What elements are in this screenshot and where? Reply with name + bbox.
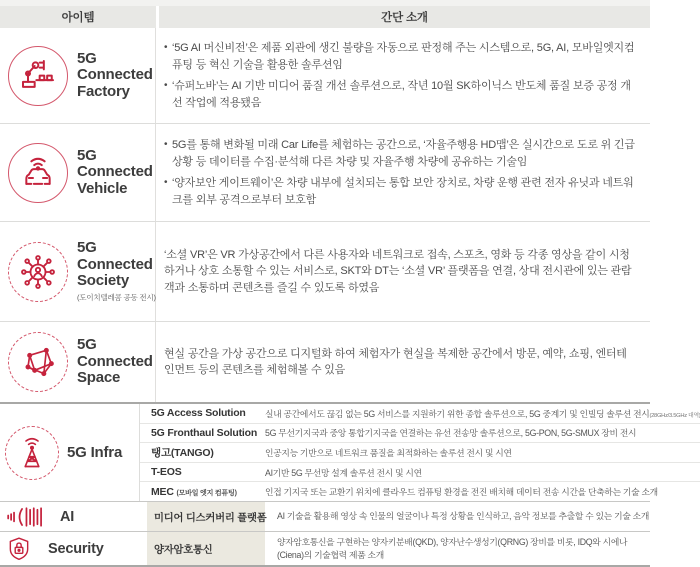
infra-sub-table — [140, 404, 700, 501]
bullet-text: 5G를 통해 변화될 미래 Car Life를 체험하는 공간으로, ‘자율주행용 HD맵’은 실시간으로 도로 위 긴급 상황 등 데이터를 수집·분석해 다른 차량 및 자율주행 차량에 공유하는 기술임 — [172, 139, 635, 168]
row-title: 5G Connected Vehicle — [77, 146, 153, 197]
sub-item-label: 5G Access Solution — [151, 407, 246, 420]
table-row-space — [0, 322, 650, 402]
description-cell — [156, 322, 650, 402]
shield-lock-icon — [6, 536, 32, 562]
wireframe-cube-icon — [8, 332, 68, 392]
table-section-ai — [0, 502, 650, 531]
bullet-item — [164, 137, 636, 170]
description-cell — [265, 502, 659, 531]
description-text: ‘소셜 VR’은 VR 가상공간에서 다른 사용자와 네트워크로 접속, 스포츠, 영화 등 각종 영상을 같이 시청하거나 상호 소통할 수 있는 서비스로, SKT와 DT는 ‘소셜 VR’ 플랫폼을 연결, 상대 전시관에 있는 관람객과 소통하며 콘텐츠를 즐길 수 있도록 하였음 — [164, 248, 632, 294]
table-row-factory — [0, 28, 650, 123]
item-cell — [0, 124, 156, 221]
connected-car-icon — [8, 143, 68, 203]
description-cell — [265, 532, 650, 565]
sub-item-description: 5G 무선기지국과 중앙 통합기지국을 연결하는 유선 전송망 솔루션으로, 5G-PON, 5G-SMUX 장비 전시 — [265, 428, 637, 439]
table-header — [0, 6, 650, 28]
item-cell — [0, 532, 147, 565]
infra-row-fronthaul — [140, 424, 700, 444]
bullet-glyph: • — [164, 177, 168, 188]
table-row-vehicle — [0, 124, 650, 221]
bullet-text: ‘양자보안 게이트웨이’은 차량 내부에 설치되는 통합 보안 장치로, 차량 운행 관련 전자 유닛과 네트워크를 외부 공격으로부터 보호함 — [172, 177, 634, 206]
bullet-text: ‘5G AI 머신비전’은 제품 외관에 생긴 불량을 자동으로 판정해 주는 시스템으로, 5G, AI, 모바일엣지컴퓨팅 등 혁신 기술을 활용한 솔루션임 — [172, 42, 635, 71]
sub-item-description: AI기반 5G 무선망 설계 솔루션 전시 및 시연 — [265, 467, 422, 478]
item-cell — [0, 28, 156, 123]
infra-row-access — [140, 404, 700, 424]
item-cell — [0, 322, 156, 402]
bullet-item — [164, 40, 636, 73]
sub-item-label: 탱고(TANGO) — [151, 446, 214, 459]
sub-item-description — [255, 407, 700, 420]
infra-row-mec — [140, 482, 700, 501]
people-network-icon — [8, 242, 68, 302]
sub-item-label: 미디어 디스커버리 플랫폼 — [147, 502, 265, 531]
table-section-5g-infra — [0, 404, 700, 501]
sub-item-label — [140, 486, 255, 498]
bullet-glyph: • — [164, 80, 168, 91]
section-title: Security — [48, 540, 104, 557]
column-header-description: 간단 소개 — [159, 6, 650, 28]
sub-item-label: T-EOS — [151, 466, 182, 479]
item-cell — [0, 222, 156, 321]
sound-wave-icon — [6, 506, 44, 528]
infra-row-teos — [140, 463, 700, 483]
radio-tower-icon — [5, 426, 59, 480]
robot-arm-icon — [8, 46, 68, 106]
item-cell — [0, 404, 140, 501]
table-section-security — [0, 532, 650, 565]
description-text: AI 기술을 활용해 영상 속 인물의 얼굴이나 특정 상황을 인식하고, 음악 정보를 추출할 수 있는 기술 소개 — [277, 511, 650, 522]
infra-row-tango — [140, 443, 700, 463]
sub-item-label: 양자암호통신 — [147, 532, 265, 565]
sub-item-desc-text: 실내 공간에서도 끊김 없는 5G 서비스를 지원하기 위한 종합 솔루션으로, 5G 중계기 및 인빌딩 솔루션 전시 — [265, 408, 650, 419]
bullet-text: ‘슈퍼노바’는 AI 기반 미디어 품질 개선 솔루션으로, 작년 10월 SK하이닉스 반도체 품질 보증 공정 개선 작업에 적용됐음 — [172, 80, 631, 109]
sub-item-desc-note: (28GHz/3.5GHz 대역) — [649, 412, 700, 419]
sub-item-description: 인공지능 기반으로 네트워크 품질을 최적화하는 솔루션 전시 및 시연 — [265, 447, 512, 458]
bullet-glyph: • — [164, 139, 168, 150]
bullet-glyph: • — [164, 42, 168, 53]
section-title: 5G Infra — [67, 444, 123, 461]
description-cell — [156, 28, 650, 123]
description-text: 양자암호통신을 구현하는 양자키분배(QKD), 양자난수생성기(QRNG) 장비를 비롯, IDQ와 시에나(Ciena)의 기술협력 제품 소개 — [277, 537, 628, 560]
column-header-item: 아이템 — [0, 6, 156, 28]
row-title: 5G Connected Factory — [77, 49, 153, 100]
section-title: AI — [60, 508, 75, 525]
row-title: 5G Connected Society — [77, 239, 153, 290]
sub-item-description: 인접 기지국 또는 교환기 위치에 클라우드 컴퓨팅 환경을 전진 배치해 데이터 전송 시간을 단축하는 기술 소개 — [265, 487, 658, 498]
table-row-society — [0, 222, 650, 321]
bullet-item — [164, 78, 636, 111]
description-cell — [156, 124, 650, 221]
row-title-note: (도이치텔레콤 공동 전시) — [77, 292, 156, 302]
bullet-item — [164, 175, 636, 208]
description-cell — [156, 222, 650, 321]
description-text: 현실 공간을 가상 공간으로 디지털화 하여 체험자가 현실을 복제한 공간에서 방문, 예약, 쇼핑, 엔터테인먼트 등의 콘텐츠를 체험해볼 수 있음 — [164, 347, 627, 376]
item-cell — [0, 502, 147, 531]
row-title: 5G Connected Space — [77, 336, 153, 387]
sub-item-label: 5G Fronthaul Solution — [151, 426, 258, 439]
sub-item-label-note: (모바일 엣지 컴퓨팅) — [176, 489, 237, 497]
sub-item-label-text: MEC — [151, 485, 174, 498]
